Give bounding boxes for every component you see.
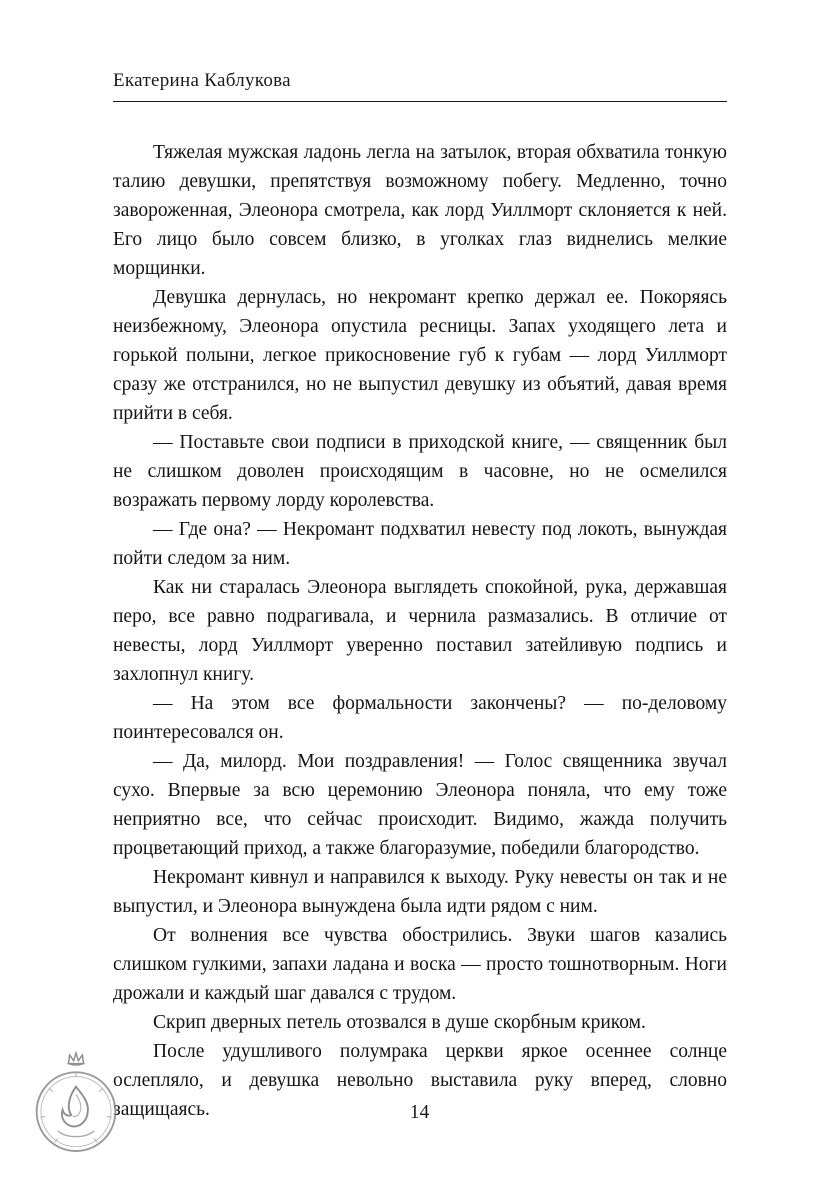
body-text [113,138,727,1124]
paragraph: Как ни старалась Элеонора выглядеть спокойной, рука, державшая перо, все равно подрагивала, и чернила размазались. В отличие от невесты, лорд Уиллморт уверенно поставил затейливую подпись и захлопнул книгу. [113,577,727,685]
paragraph: Тяжелая мужская ладонь легла на затылок, вторая обхватила тонкую талию девушки, препятствуя возможному побегу. Медленно, точно завороженная, Элеонора смотрела, как лорд Уиллморт склоняется к ней. Его лицо было совсем близко, в уголках глаз виднелись мелкие морщинки. [113,142,727,279]
paragraph: Скрип дверных петель отозвался в душе скорбным криком. [153,1012,646,1033]
paragraph: После удушливого полумрака церкви яркое осеннее солнце ослепляло, и девушка невольно выставила руку вперед, словно защищаясь. [113,1041,727,1120]
paragraph: — Поставьте свои подписи в приходской книге, — священник был не слишком доволен происходящим в часовне, но не осмелился возражать первому лорду королевства. [113,432,727,511]
paragraph: От волнения все чувства обострились. Звуки шагов казались слишком гулкими, запахи ладана и воска — просто тошнотворным. Ноги дрожали и каждый шаг давался с трудом. [113,925,727,1004]
paragraph: Некромант кивнул и направился к выходу. Руку невесты он так и не выпустил, и Элеонора вынуждена была идти рядом с ним. [113,867,727,917]
header-rule [113,70,727,102]
paragraph: — На этом все формальности закончены? — по-деловому поинтересовался он. [113,693,727,743]
paragraph: — Да, милорд. Мои поздравления! — Голос священника звучал сухо. Впервые за всю церемонию Элеонора поняла, что ему тоже неприятно все, что сейчас происходит. Видимо, жажда получить процветающий приход, а также благоразумие, победили благородство. [113,751,727,859]
paragraph: — Где она? — Некромант подхватил невесту под локоть, вынуждая пойти следом за ним. [113,519,727,569]
paragraph: Девушка дернулась, но некромант крепко держал ее. Покоряясь неизбежному, Элеонора опустила ресницы. Запах уходящего лета и горькой полыни, легкое прикосновение губ к губам — лорд Уиллморт сразу же отстранился, но не выпустил девушку из объятий, давая время прийти в себя. [113,287,727,424]
page-number: 14 [409,1102,430,1123]
author-name: Екатерина Каблукова [113,70,291,91]
page-header [113,0,727,102]
